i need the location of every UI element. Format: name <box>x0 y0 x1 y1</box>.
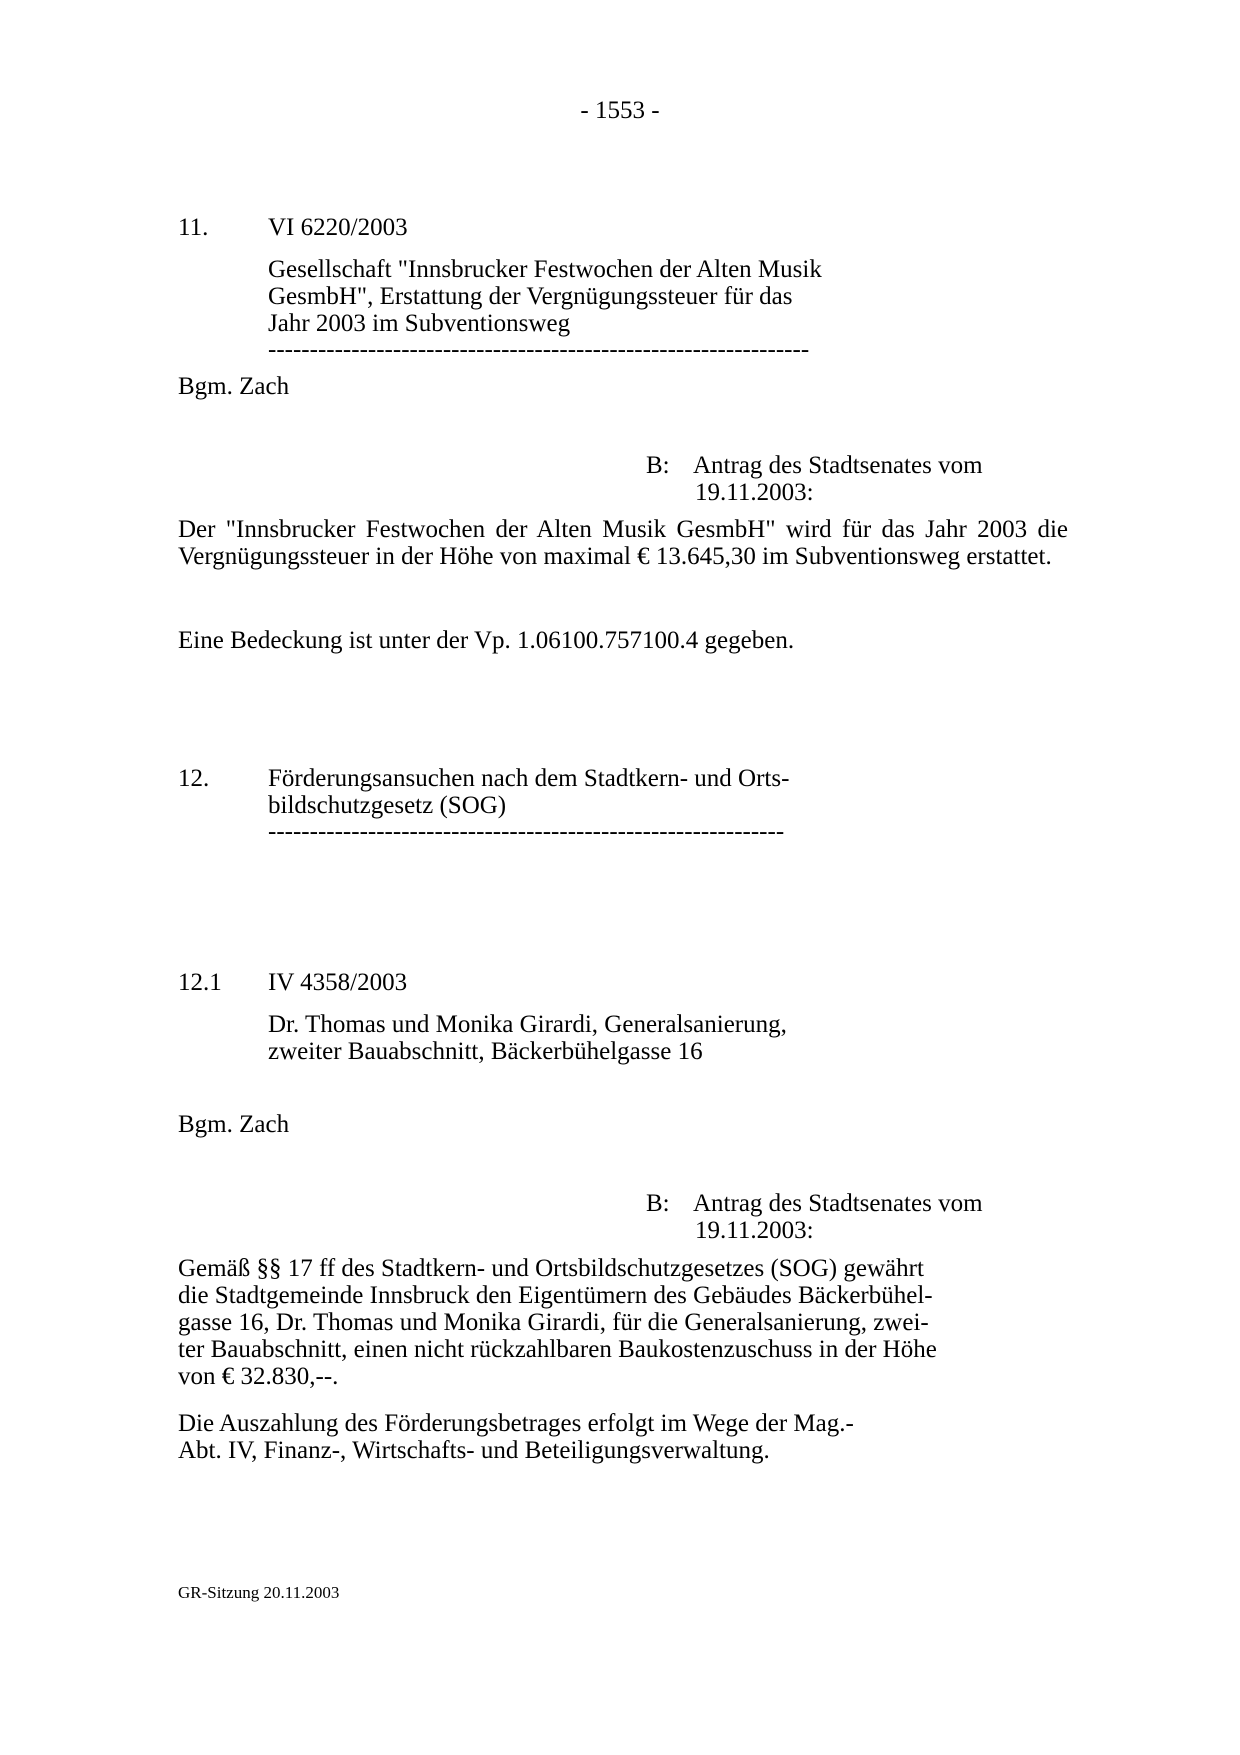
item-12-1-payment-line: Abt. IV, Finanz-, Wirtschafts- und Beteiligungsverwaltung. <box>178 1437 770 1464</box>
item-11-decision-header <box>646 452 1086 506</box>
item-12-title <box>268 765 789 819</box>
page-number: - 1553 - <box>580 97 660 124</box>
decision-label: B: <box>646 1190 670 1217</box>
decision-date: 19.11.2003: <box>695 1217 814 1244</box>
item-11-underline: ----------------------------------------------------------------- <box>268 336 810 363</box>
item-11-title-line: Jahr 2003 im Subventionsweg <box>268 310 571 337</box>
item-12-number: 12. <box>178 765 210 792</box>
item-12-1-title <box>268 1011 787 1065</box>
item-12-1-payment-line: Die Auszahlung des Förderungsbetrages erfolgt im Wege der Mag.- <box>178 1410 854 1437</box>
item-12-1-decision-header <box>646 1190 1086 1244</box>
decision-text: Antrag des Stadtsenates vom <box>693 1190 983 1217</box>
item-12-title-line: bildschutzgesetz (SOG) <box>268 792 507 819</box>
item-11-coverage: Eine Bedeckung ist unter der Vp. 1.06100.757100.4 gegeben. <box>178 627 795 654</box>
item-12-1-title-line: zweiter Bauabschnitt, Bäckerbühelgasse 16 <box>268 1038 703 1065</box>
item-11-title-line: Gesellschaft "Innsbrucker Festwochen der Alten Musik <box>268 256 822 283</box>
item-12-1-body-line: Gemäß §§ 17 ff des Stadtkern- und Ortsbildschutzgesetzes (SOG) gewährt <box>178 1255 924 1282</box>
item-12-title-line: Förderungsansuchen nach dem Stadtkern- und Orts- <box>268 765 790 792</box>
item-12-1-title-line: Dr. Thomas und Monika Girardi, Generalsanierung, <box>268 1011 787 1038</box>
item-11-body-paragraph: Der "Innsbrucker Festwochen der Alten Musik GesmbH" wird für das Jahr 2003 die Vergnügungssteuer in der Höhe von maximal € 13.645,30 im Subventionsweg erstattet. <box>178 516 1068 570</box>
item-11-reporter: Bgm. Zach <box>178 373 290 400</box>
item-12-1-payment <box>178 1410 854 1464</box>
item-12-1-body-line: ter Bauabschnitt, einen nicht rückzahlbaren Baukostenzuschuss in der Höhe <box>178 1336 937 1363</box>
item-11-number: 11. <box>178 214 209 241</box>
item-11-title-line: GesmbH", Erstattung der Vergnügungssteuer für das <box>268 283 793 310</box>
item-11-body <box>178 516 1068 570</box>
item-12-1-body-line: die Stadtgemeinde Innsbruck den Eigentümern des Gebäudes Bäckerbühel- <box>178 1282 933 1309</box>
item-12-1-body <box>178 1255 937 1390</box>
item-11-title <box>268 256 822 337</box>
decision-text: Antrag des Stadtsenates vom <box>693 452 983 479</box>
footer-session-date: GR-Sitzung 20.11.2003 <box>178 1583 340 1602</box>
decision-label: B: <box>646 452 670 479</box>
decision-date: 19.11.2003: <box>695 479 814 506</box>
item-11-reference: VI 6220/2003 <box>268 214 408 241</box>
item-12-1-number: 12.1 <box>178 969 222 996</box>
item-12-1-body-line: von € 32.830,--. <box>178 1363 339 1390</box>
item-12-1-reference: IV 4358/2003 <box>268 969 408 996</box>
item-12-1-body-line: gasse 16, Dr. Thomas und Monika Girardi, für die Generalsanierung, zwei- <box>178 1309 929 1336</box>
item-12-1-reporter: Bgm. Zach <box>178 1111 290 1138</box>
item-12-underline: -------------------------------------------------------------- <box>268 818 785 845</box>
